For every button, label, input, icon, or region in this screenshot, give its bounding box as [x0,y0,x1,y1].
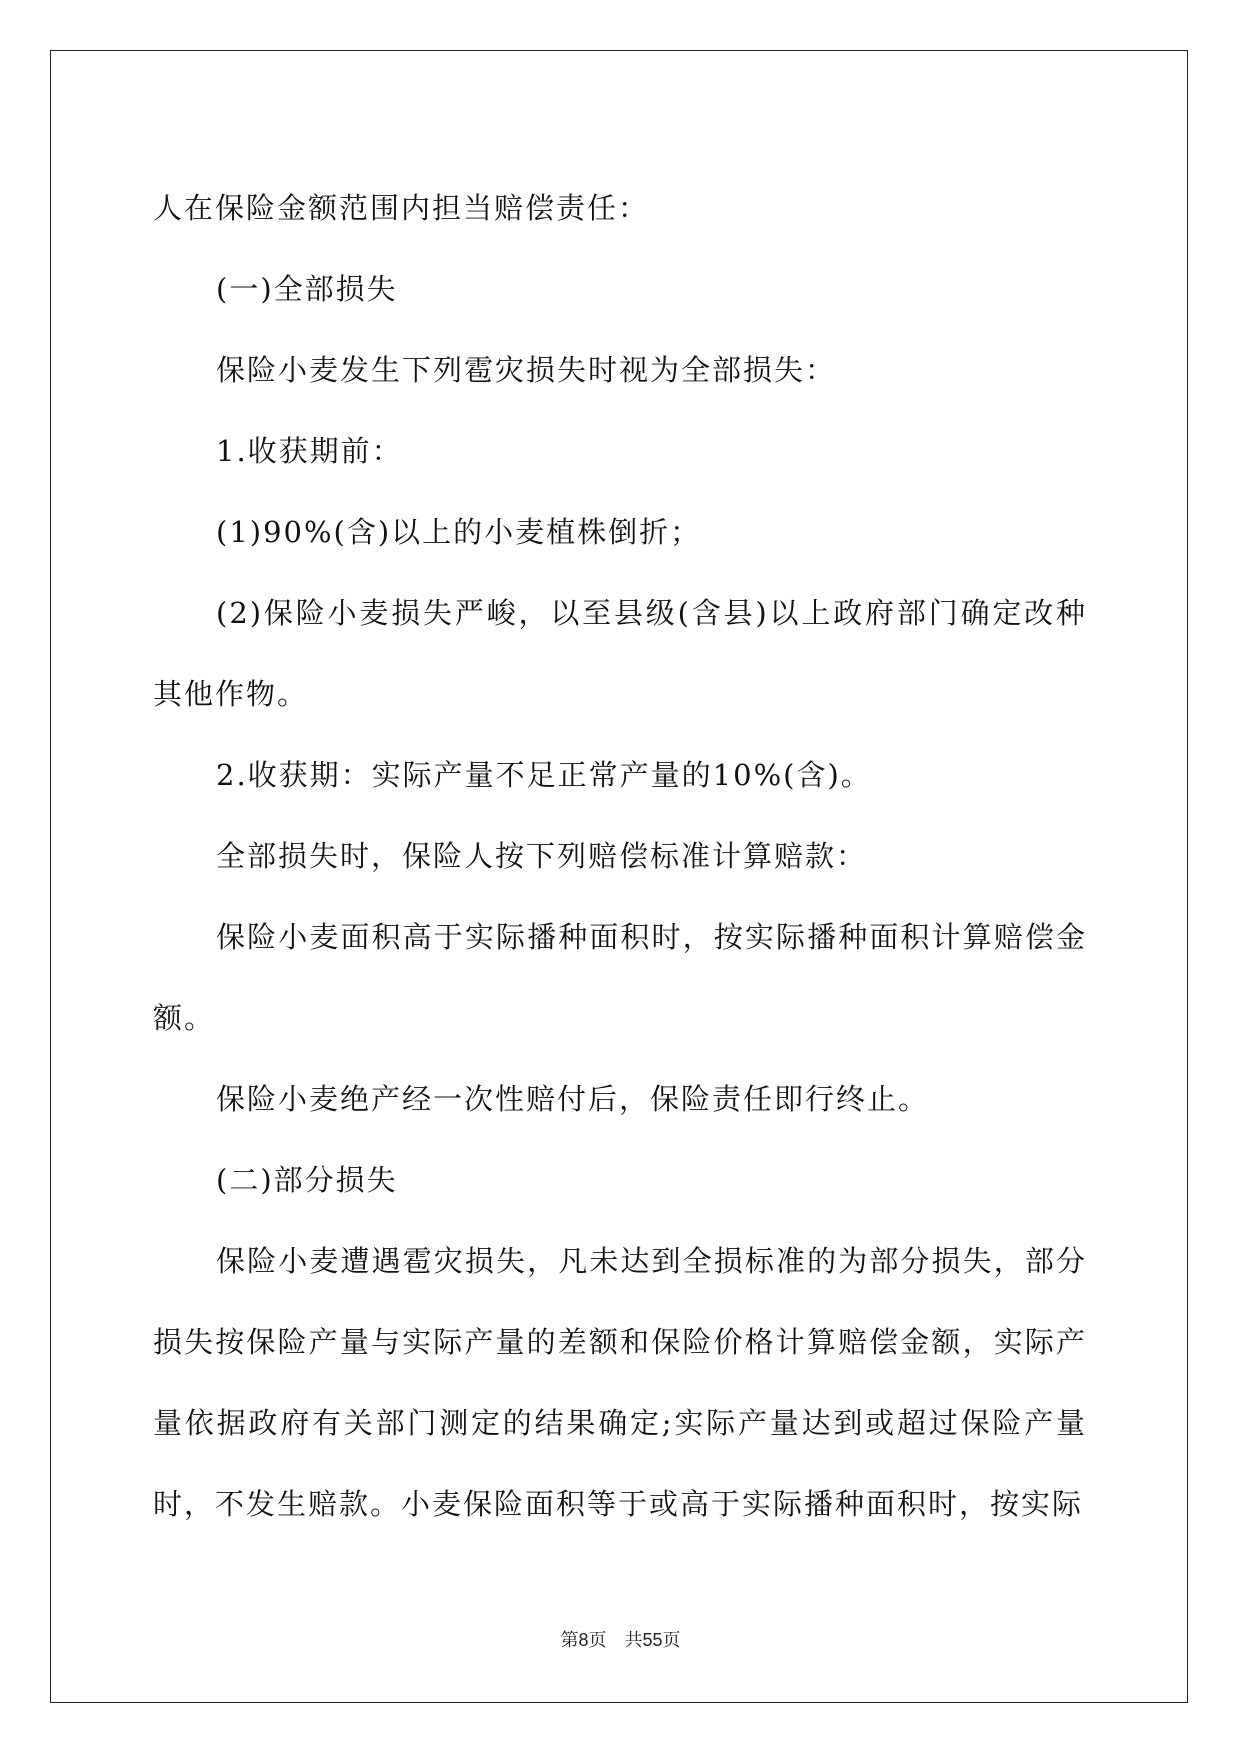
paragraph: 保险小麦绝产经一次性赔付后，保险责任即行终止。 [216,1082,930,1116]
paragraph: (2)保险小麦损失严峻，以至县级(含县)以上政府部门确定改种其他作物。 [153,596,1087,711]
paragraph: 1.收获期前： [216,434,403,468]
paragraph: (1)90%(含)以上的小麦植株倒折； [216,515,702,549]
paragraph: 全部损失时，保险人按下列赔偿标准计算赔款： [216,839,868,873]
paragraph: 保险小麦遭遇雹灾损失，凡未达到全损标准的为部分损失，部分损失按保险产量与实际产量的差额和保险价格计算赔偿金额，实际产量依据政府有关部门测定的结果确定;实际产量达到或超过保险产量时，不发生赔款。小麦保险面积等于或高于实际播种面积时，按实际 [153,1244,1087,1521]
paragraph: 2.收获期：实际产量不足正常产量的10%(含)。 [216,758,872,792]
paragraph: 保险小麦发生下列雹灾损失时视为全部损失： [216,353,837,387]
document-body [153,168,1087,1545]
page-number: 第8页 共55页 [560,1630,681,1650]
paragraph: (二)部分损失 [216,1163,398,1197]
paragraph: 人在保险金额范围内担当赔偿责任： [153,191,650,225]
paragraph: (一)全部损失 [216,272,398,306]
paragraph: 保险小麦面积高于实际播种面积时，按实际播种面积计算赔偿金额。 [153,920,1087,1035]
